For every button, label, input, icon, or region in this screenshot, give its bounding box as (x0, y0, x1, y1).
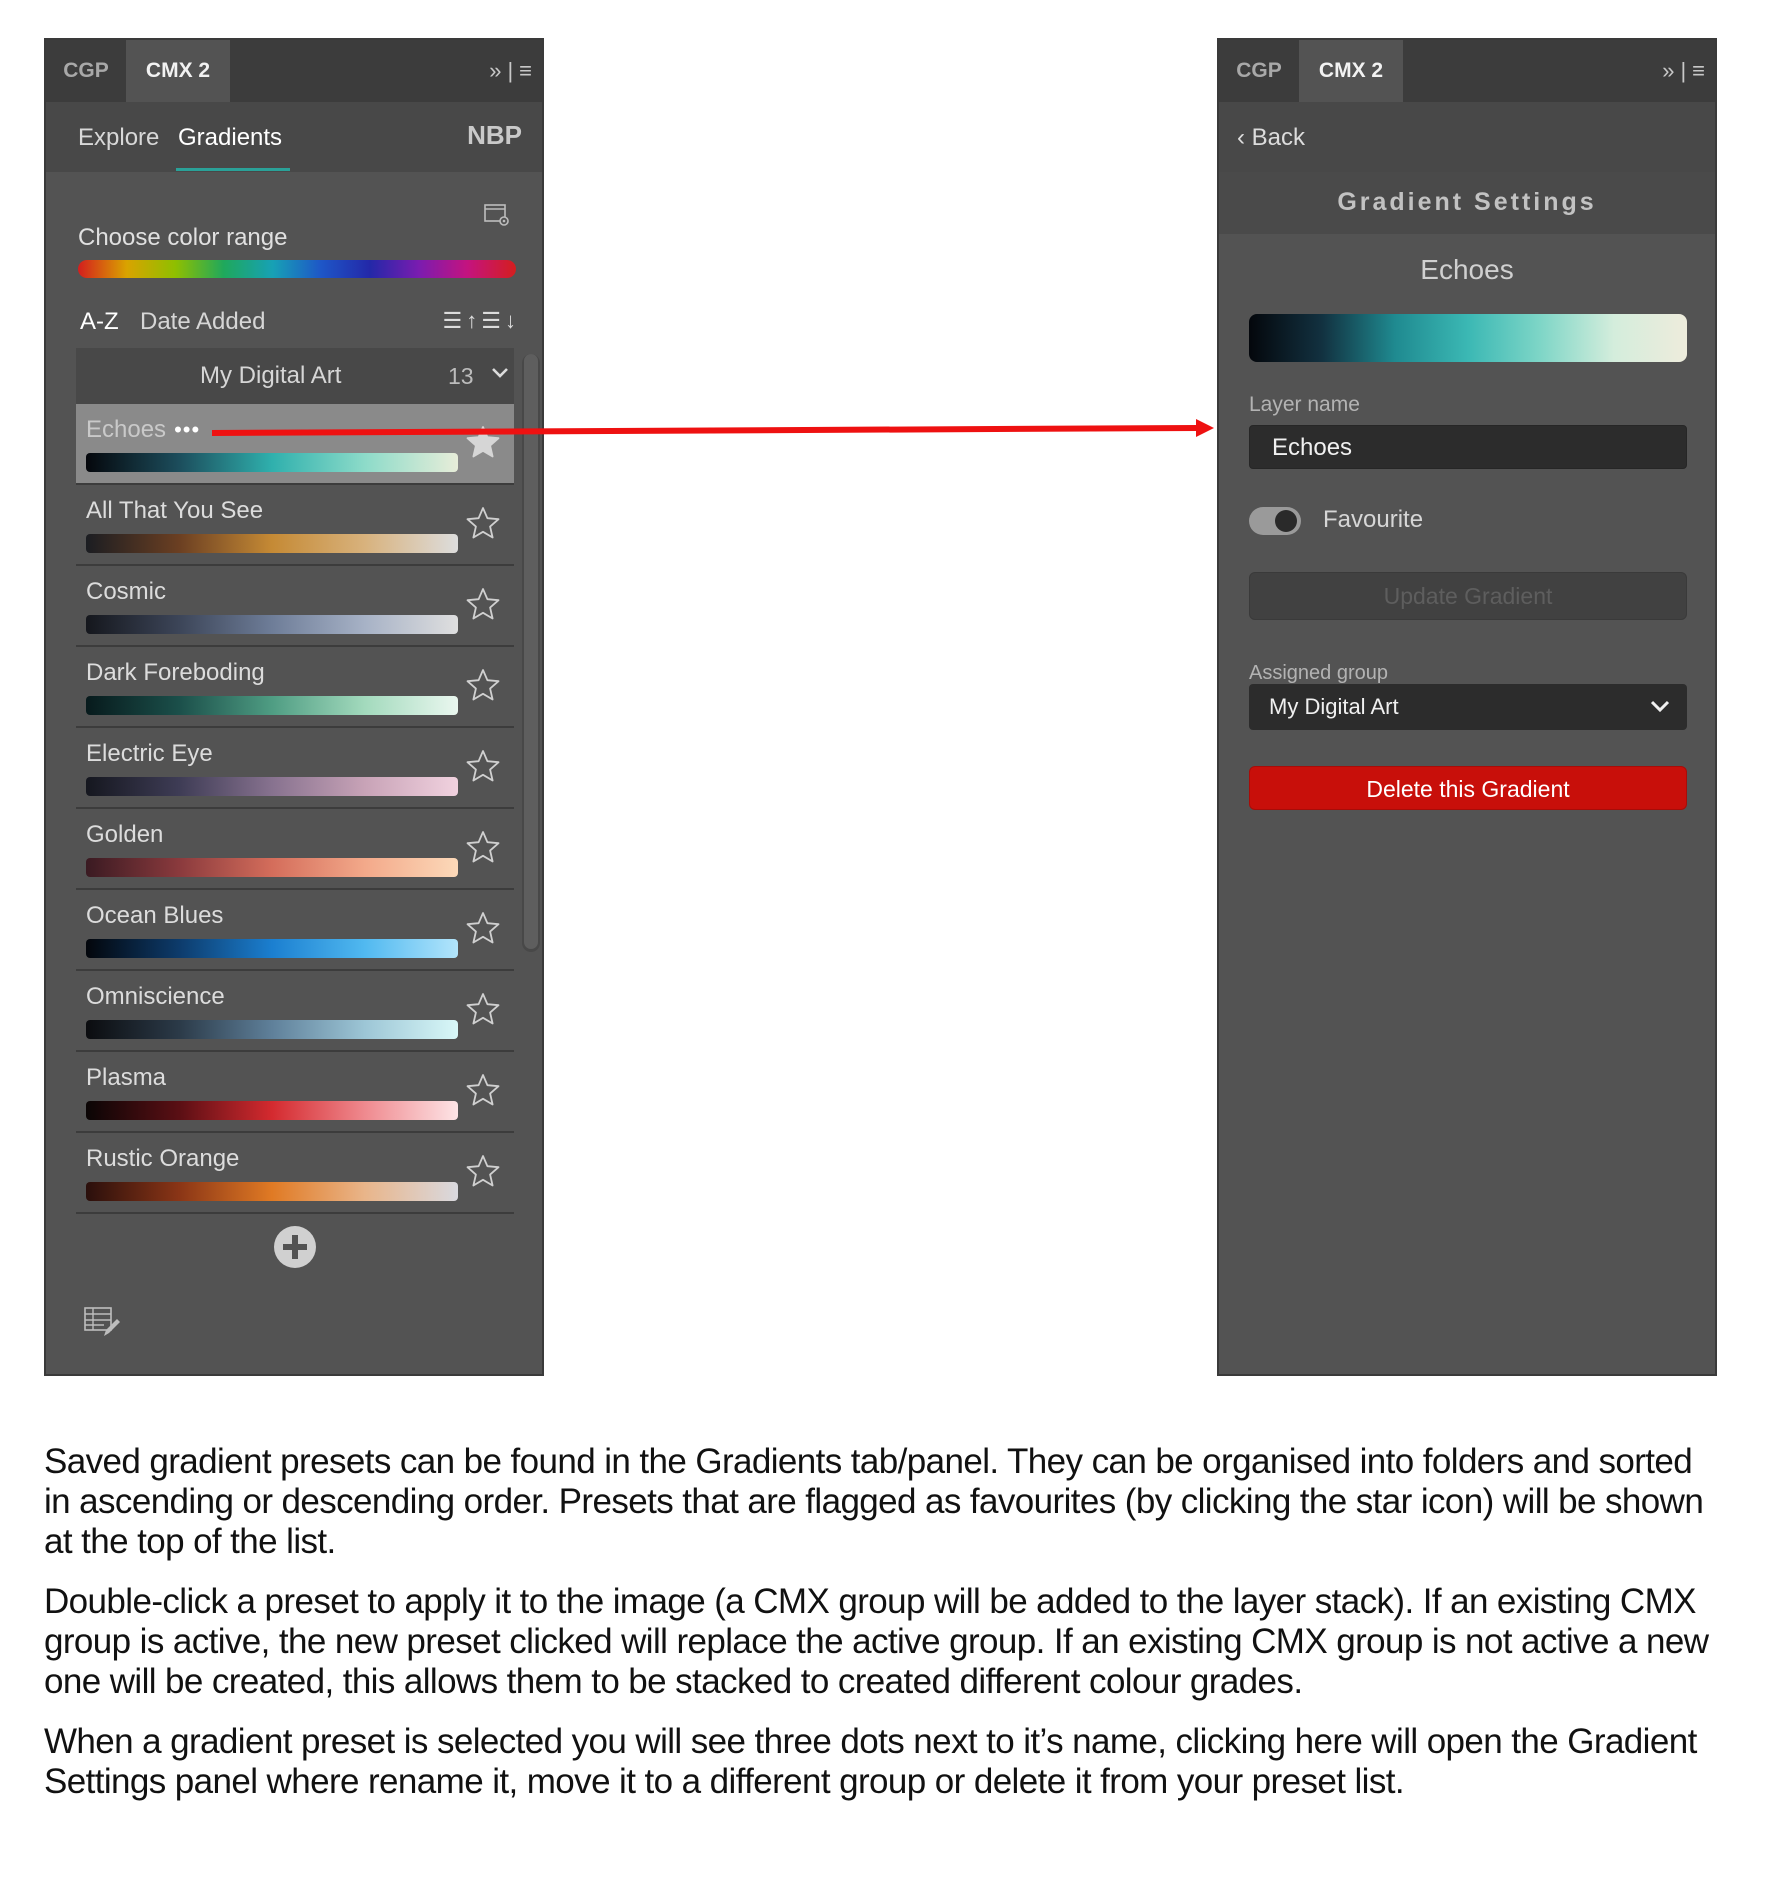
nav-gradients[interactable]: Gradients (178, 124, 283, 151)
assigned-group-label: Assigned group (1249, 662, 1388, 684)
preset-row[interactable] (76, 647, 514, 728)
chevron-down-icon[interactable] (490, 363, 510, 383)
more-options-icon[interactable]: ••• (174, 417, 201, 442)
back-button[interactable] (1237, 124, 1305, 152)
star-icon[interactable] (466, 992, 500, 1026)
preset-name-text: Omniscience (86, 983, 225, 1010)
preset-gradient-bar (86, 1182, 458, 1201)
preset-row[interactable] (76, 404, 514, 485)
preset-gradient-bar (86, 777, 458, 796)
active-tab-indicator (176, 168, 290, 171)
preset-row[interactable] (76, 971, 514, 1052)
star-icon[interactable] (466, 911, 500, 945)
toggle-knob (1275, 510, 1297, 532)
back-row (1219, 102, 1715, 172)
assigned-group-select[interactable] (1249, 684, 1687, 730)
group-name: My Digital Art (200, 362, 342, 389)
preset-name (86, 821, 163, 849)
caption-paragraph: Double-click a preset to apply it to the image (a CMX group will be added to the layer stack). If an existing CMX group is active, the new preset clicked will replace the active group. If an existing CMX group is not active a new one will be created, this allows them to be stacked to created different colour grades. (44, 1582, 1709, 1701)
gradients-panel (44, 38, 544, 1376)
expand-icon[interactable]: » (489, 58, 502, 83)
preset-name (86, 659, 265, 687)
star-icon[interactable] (466, 587, 500, 621)
preset-gradient-bar (86, 696, 458, 715)
tab-cmx2[interactable]: CMX 2 (126, 40, 230, 102)
star-icon[interactable] (466, 1073, 500, 1107)
layer-name-input[interactable] (1249, 425, 1687, 469)
update-gradient-button[interactable]: Update Gradient (1249, 572, 1687, 620)
star-icon[interactable] (466, 506, 500, 540)
preset-name (86, 902, 223, 930)
add-icon[interactable] (272, 1224, 318, 1270)
sort-order-controls (443, 308, 520, 334)
nav-explore[interactable]: Explore (78, 124, 160, 151)
preset-row[interactable] (76, 1133, 514, 1214)
preset-name (86, 983, 225, 1011)
preset-name (86, 497, 263, 525)
preset-gradient-bar (86, 1101, 458, 1120)
preset-name-text: Golden (86, 821, 164, 848)
preset-gradient-bar (86, 939, 458, 958)
sort-descending-icon[interactable]: ☰↓ (481, 308, 520, 333)
preset-row[interactable] (76, 809, 514, 890)
star-icon[interactable] (466, 1154, 500, 1188)
preset-row[interactable] (76, 1052, 514, 1133)
scrollbar[interactable] (522, 354, 540, 952)
star-icon[interactable] (466, 668, 500, 702)
preset-gradient-bar (86, 1020, 458, 1039)
delete-gradient-button[interactable]: Delete this Gradient (1249, 766, 1687, 810)
color-range-slider[interactable] (78, 260, 516, 278)
preset-gradient-bar (86, 615, 458, 634)
assigned-group-value: My Digital Art (1269, 694, 1399, 719)
preset-name-text: Electric Eye (86, 740, 213, 767)
divider: | (1680, 58, 1687, 83)
favourite-toggle[interactable] (1249, 507, 1301, 535)
brand-logo: NBP (467, 120, 522, 150)
sort-row (80, 308, 522, 338)
chevron-left-icon: ‹ (1237, 124, 1252, 151)
panel-tab-bar (1219, 40, 1715, 103)
preset-gradient-bar (86, 534, 458, 553)
divider: | (507, 58, 514, 83)
gradient-settings-panel (1217, 38, 1717, 1376)
caption-paragraph: When a gradient preset is selected you will see three dots next to it’s name, clicking here will open the Gradient Settings panel where rename it, move it to a different group or delete it from your preset list. (44, 1722, 1697, 1801)
back-label: Back (1251, 124, 1306, 151)
preset-name (86, 740, 213, 768)
color-range-label: Choose color range (78, 224, 288, 251)
preset-name-title: Echoes (1420, 254, 1514, 285)
preset-name (86, 1145, 239, 1173)
preset-gradient-bar (86, 858, 458, 877)
chevron-down-icon (1649, 698, 1671, 716)
tab-cgp[interactable]: CGP (1236, 59, 1282, 82)
expand-icon[interactable]: » (1662, 58, 1675, 83)
preset-row[interactable] (76, 485, 514, 566)
caption-paragraph: Saved gradient presets can be found in the Gradients tab/panel. They can be organised into folders and sorted in ascending or descending order. Presets that are flagged as favourites (by clicking the star icon) will be shown at the top of the list. (44, 1442, 1704, 1561)
edit-list-icon[interactable] (84, 1306, 120, 1340)
panel-tab-controls (483, 40, 532, 102)
layer-name-label: Layer name (1249, 393, 1360, 416)
gradient-preview (1249, 314, 1687, 362)
scrollbar-thumb[interactable] (524, 354, 538, 949)
preset-name-text: Ocean Blues (86, 902, 224, 929)
star-icon[interactable] (466, 425, 500, 459)
panel-subnav (46, 102, 542, 172)
preset-name-text: Plasma (86, 1064, 167, 1091)
preset-row[interactable] (76, 566, 514, 647)
tab-cmx2[interactable]: CMX 2 (1299, 40, 1403, 102)
sort-date-button[interactable]: Date Added (140, 308, 266, 335)
menu-icon[interactable]: ≡ (1692, 58, 1705, 83)
star-icon[interactable] (466, 749, 500, 783)
preset-list (76, 404, 514, 1214)
preset-name-text: Rustic Orange (86, 1145, 240, 1172)
panel-tab-bar (46, 40, 542, 103)
group-count: 13 (448, 363, 474, 389)
sort-az-button[interactable]: A-Z (80, 308, 119, 335)
star-icon[interactable] (466, 830, 500, 864)
preset-name (86, 416, 200, 444)
panel-tab-controls (1656, 40, 1705, 102)
preset-name-text: Cosmic (86, 578, 167, 605)
favourite-label: Favourite (1323, 506, 1424, 533)
tab-cgp[interactable]: CGP (63, 59, 109, 82)
menu-icon[interactable]: ≡ (519, 58, 532, 83)
group-header[interactable] (76, 348, 514, 404)
preset-name-text: Echoes (86, 416, 167, 443)
preset-name-text: Dark Foreboding (86, 659, 265, 686)
settings-title: Gradient Settings (1337, 188, 1597, 216)
layer-name-value: Echoes (1272, 434, 1353, 461)
preset-name-text: All That You See (86, 497, 264, 524)
preset-row[interactable] (76, 728, 514, 809)
preset-name (86, 578, 166, 606)
preset-gradient-bar (86, 453, 458, 472)
preset-name (86, 1064, 166, 1092)
settings-header (1219, 172, 1715, 234)
panel-settings-icon[interactable] (484, 204, 510, 228)
preset-row[interactable] (76, 890, 514, 971)
sort-ascending-icon[interactable]: ☰↑ (442, 308, 482, 333)
